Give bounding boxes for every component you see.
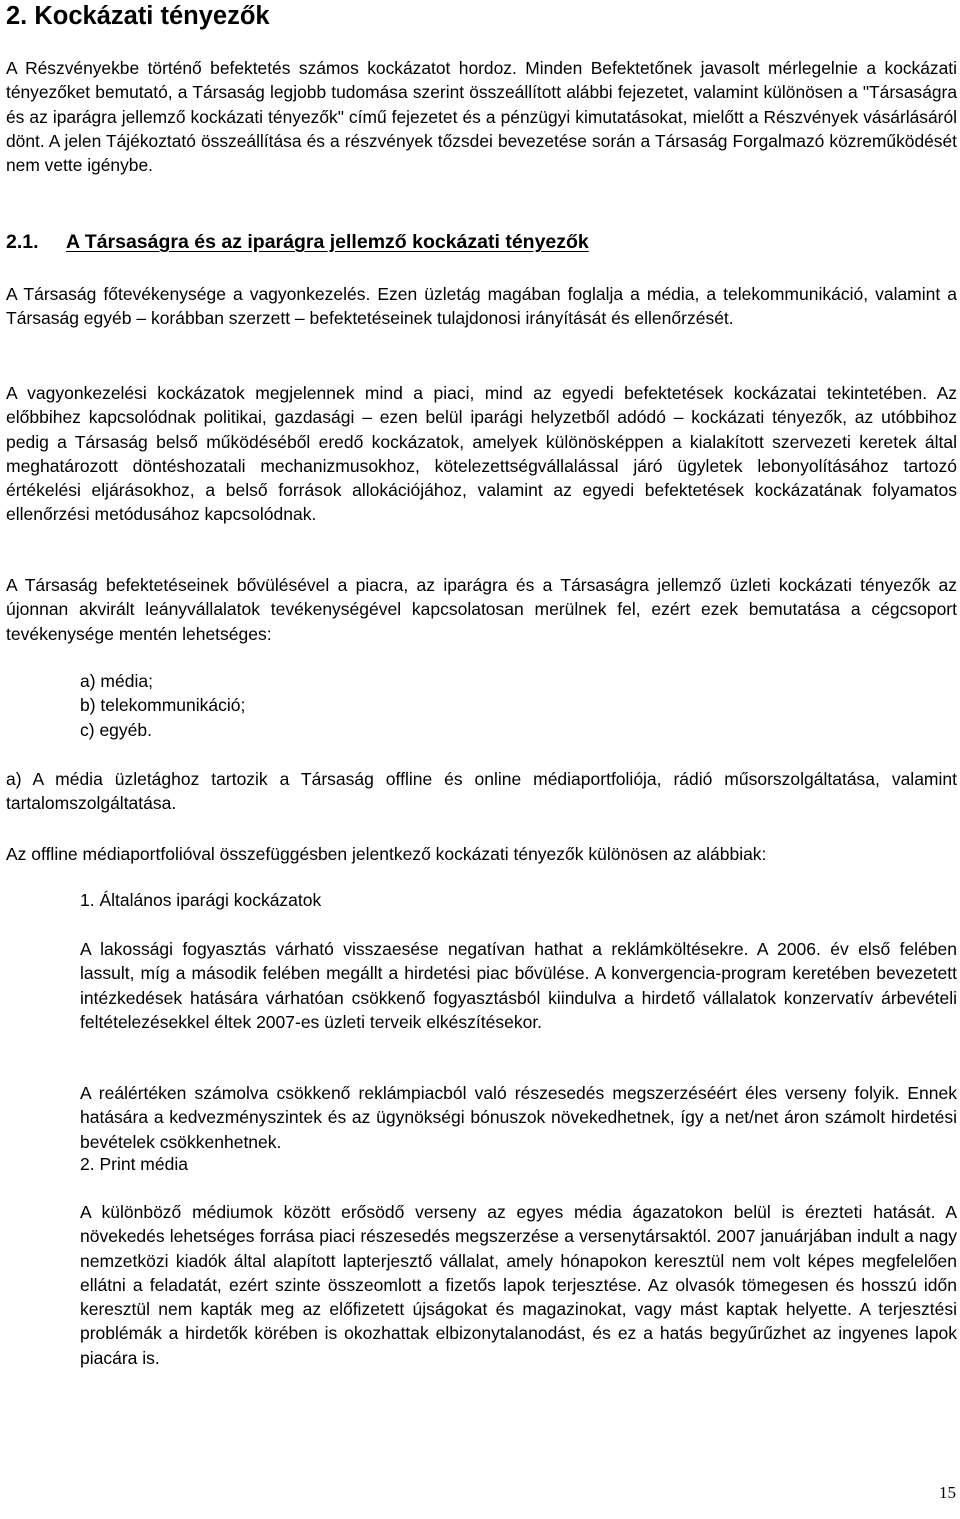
business-lines-list [80, 669, 245, 742]
section-title: A Társaságra és az iparágra jellemző kockázati tényezők [66, 231, 589, 253]
paragraph-print-competition: A különböző médiumok között erősödő verseny az egyes média ágazatokon belül is érezteti hatását. A növekedés lehetséges forrása piaci részesedés megszerzése a versenytársaktól. 2007 januárjában indult a nagy nemzetközi kiadók által alapított lapterjesztő vállalat, amely hónapokon keresztül nem volt képes megfelelően ellátni a feladatát, ezért szinte összeomlott a fizetős lapok terjesztése. Az olvasók tömegesen és hosszú időn keresztül nem kapták meg az előfizetett újságokat és magazinokat, vagy mást kaptak helyette. A terjesztési problémák a hirdetők körében is okozhattak elbizonytalanodást, és ez a hatás begyűrűzhet az ingyenes lapok piacára is. [80, 1202, 957, 1368]
page-number: 15 [939, 1483, 956, 1502]
subheading-print-media: 2. Print média [80, 1154, 188, 1174]
paragraph-competition: A reálértéken számolva csökkenő reklámpiacból való részesedés megszerzéséért éles verseny folyik. Ennek hatására a kedvezményszintek és az ügynökségi bónuszok növekedhetnek, így a net/net áron számolt hirdetési bevételek csökkenhetnek. [80, 1083, 957, 1152]
paragraph-investment-growth: A Társaság befektetéseinek bővülésével a piacra, az iparágra és a Társaságra jellemző üzleti kockázati tényezők az újonnan akvirált leányvállalatok tevékenységével kapcsolatosan merülnek fel, ezért ezek bemutatása a cégcsoport tevékenysége mentén lehetséges: [6, 575, 957, 644]
intro-paragraph: A Részvényekbe történő befektetés számos kockázatot hordoz. Minden Befektetőnek javasolt mérlegelnie a kockázati tényezőket bemutató, a Társaság legjobb tudomása szerint összeállított alábbi fejezetet, valamint különösen a "Társaságra és az iparágra jellemző kockázati tényezők" című fejezetet és a pénzügyi kimutatásokat, mielőtt a Részvények vásárlásáról dönt. A jelen Tájékoztató összeállítása és a részvények tőzsdei bevezetése során a Társaság Forgalmazó közreműködését nem vette igénybe. [6, 58, 957, 176]
chapter-heading: 2. Kockázati tényezők [6, 2, 270, 30]
list-item: b) telekommunikáció; [80, 695, 246, 716]
list-item: c) egyéb. [80, 719, 152, 740]
list-item: a) média; [80, 671, 153, 691]
subheading-general-risks: 1. Általános iparági kockázatok [80, 890, 322, 910]
section-heading [6, 229, 589, 255]
paragraph-media-business: a) A média üzletághoz tartozik a Társaság offline és online médiaportfoliója, rádió műsorszolgáltatása, valamint tartalomszolgáltatása. [6, 769, 957, 814]
paragraph-consumption: A lakossági fogyasztás várható visszaesése negatívan hathat a reklámköltésekre. A 2006. év első felében lassult, míg a második felében megállt a hirdetési piac bővülése. A konvergencia-program keretében bevezetett intézkedések hatására várhatóan csökkenő fogyasztásból kiindulva a hirdető vállalatok konzervatív árbevételi feltételezésekkel éltek 2007-es üzleti terveik elkészítésekor. [80, 939, 957, 1032]
paragraph-offline-media: Az offline médiaportfolióval összefüggésben jelentkező kockázati tényezők különösen az alábbiak: [6, 844, 767, 864]
paragraph-asset-management-risks: A vagyonkezelési kockázatok megjelennek mind a piaci, mind az egyedi befektetések kockázatai tekintetében. Az előbbihez kapcsolódnak politikai, gazdasági – ezen belül iparági helyzetből adódó – kockázati tényezők, az utóbbihoz pedig a Társaság belső működéséből eredő kockázatok, amelyek különösképpen a kialakított szervezeti keretek által meghatározott döntéshozatali mechanizmusokhoz, kötelezettségvállalással járó ügyletek lebonyolításához tartozó értékelési eljárásokhoz, a belső források allokációjához, valamint az egyedi befektetések kockázatának folyamatos ellenőrzési metódusához kapcsolódnak. [6, 383, 957, 525]
paragraph-main-activity: A Társaság főtevékenysége a vagyonkezelés. Ezen üzletág magában foglalja a média, a telekommunikáció, valamint a Társaság egyéb – korábban szerzett – befektetéseinek tulajdonosi irányítását és ellenőrzését. [6, 284, 957, 329]
section-number: 2.1. [6, 231, 39, 253]
